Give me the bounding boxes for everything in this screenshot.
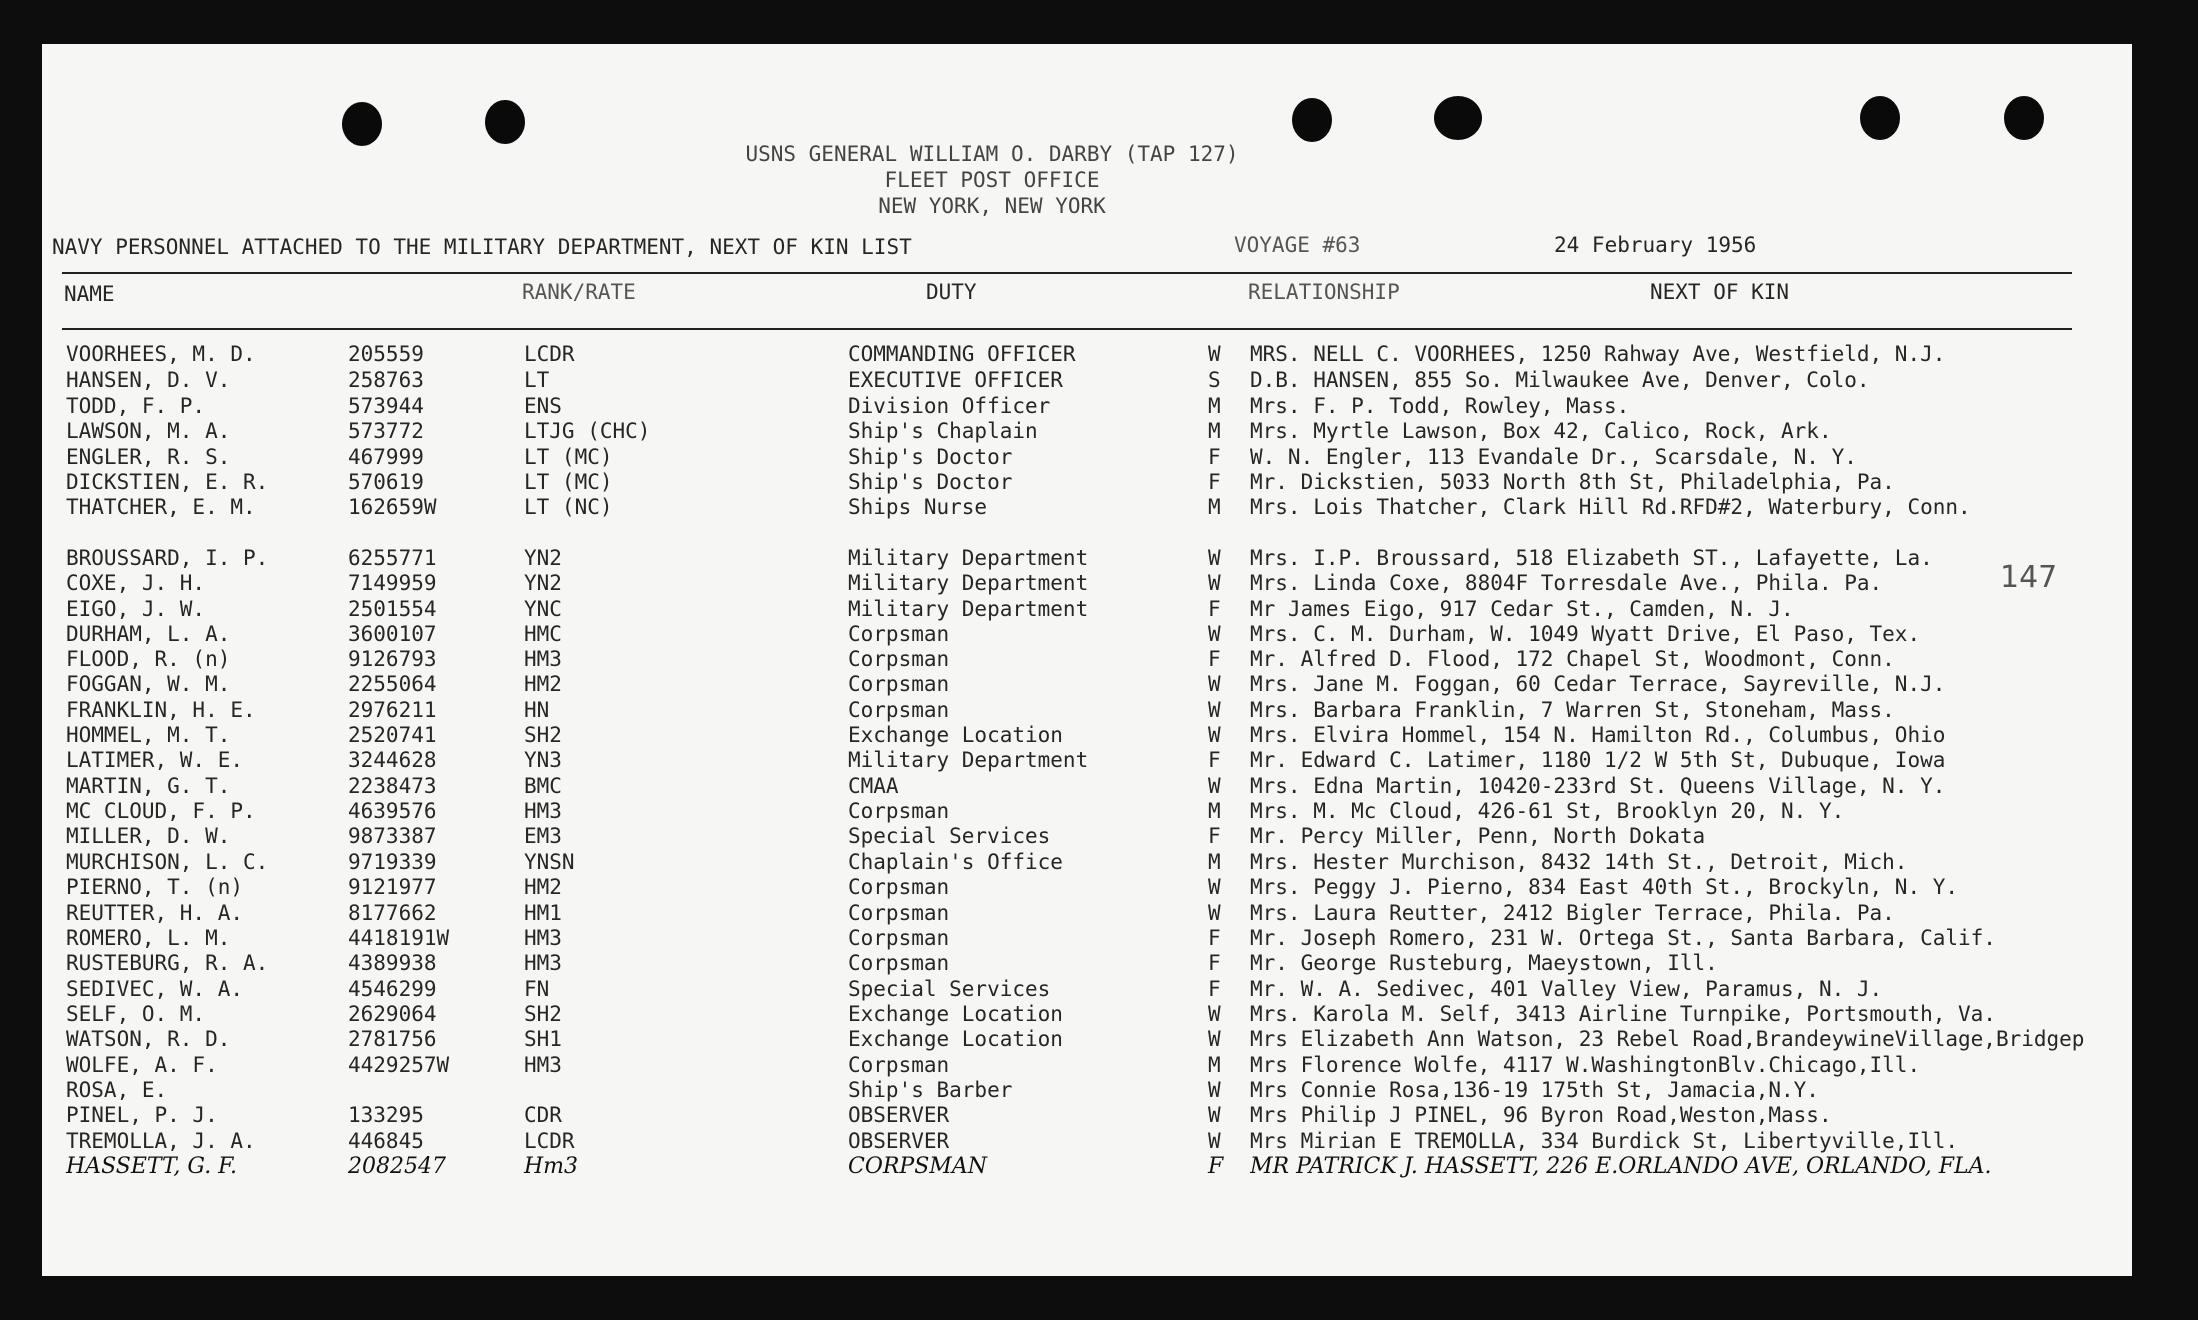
cell-duty: Ship's Doctor — [848, 470, 1013, 494]
cell-name: FLOOD, R. (n) — [66, 647, 231, 671]
cell-next-of-kin: MR PATRICK J. HASSETT, 226 E.ORLANDO AVE, ORLANDO, FLA. — [1250, 1154, 1992, 1179]
cell-relationship: F — [1208, 926, 1221, 950]
cell-service-number: 7149959 — [348, 571, 437, 595]
cell-name: MC CLOUD, F. P. — [66, 799, 256, 823]
cell-duty: Corpsman — [848, 951, 950, 975]
cell-next-of-kin: Mrs. Hester Murchison, 8432 14th St., Detroit, Mich. — [1250, 850, 1908, 874]
cell-rank: SH1 — [524, 1027, 562, 1051]
cell-relationship: F — [1208, 824, 1221, 848]
cell-rank: CDR — [524, 1103, 562, 1127]
cell-service-number: 258763 — [348, 368, 424, 392]
cell-name: DURHAM, L. A. — [66, 622, 231, 646]
cell-duty: Exchange Location — [848, 723, 1063, 747]
cell-relationship: F — [1208, 597, 1221, 621]
table-row — [42, 799, 2132, 823]
table-row — [42, 597, 2132, 621]
cell-duty: Exchange Location — [848, 1002, 1063, 1026]
cell-duty: Military Department — [848, 748, 1089, 772]
cell-name: THATCHER, E. M. — [66, 495, 256, 519]
cell-service-number: 2501554 — [348, 597, 437, 621]
cell-name: LAWSON, M. A. — [66, 419, 231, 443]
table-row — [42, 926, 2132, 950]
cell-name: FOGGAN, W. M. — [66, 672, 231, 696]
cell-relationship: W — [1208, 342, 1221, 366]
cell-duty: Chaplain's Office — [848, 850, 1063, 874]
cell-relationship: M — [1208, 495, 1221, 519]
cell-service-number: 162659W — [348, 495, 437, 519]
cell-rank: HM3 — [524, 647, 562, 671]
cell-rank: ENS — [524, 394, 562, 418]
cell-rank: HMC — [524, 622, 562, 646]
cell-next-of-kin: D.B. HANSEN, 855 So. Milwaukee Ave, Denver, Colo. — [1250, 368, 1870, 392]
cell-service-number: 2082547 — [348, 1154, 446, 1179]
handwritten-page-number: 147 — [2000, 560, 2058, 595]
cell-name: LATIMER, W. E. — [66, 748, 244, 772]
cell-next-of-kin: Mrs. Myrtle Lawson, Box 42, Calico, Rock, Ark. — [1250, 419, 1832, 443]
cell-next-of-kin: Mrs. Lois Thatcher, Clark Hill Rd.RFD#2, Waterbury, Conn. — [1250, 495, 1971, 519]
punch-hole — [2004, 96, 2044, 140]
cell-name: ROMERO, L. M. — [66, 926, 231, 950]
cell-service-number: 4546299 — [348, 977, 437, 1001]
cell-name: DICKSTIEN, E. R. — [66, 470, 269, 494]
cell-duty: Ships Nurse — [848, 495, 988, 519]
cell-duty: EXECUTIVE OFFICER — [848, 368, 1063, 392]
table-row — [42, 419, 2132, 443]
cell-next-of-kin: Mrs. I.P. Broussard, 518 Elizabeth ST., Lafayette, La. — [1250, 546, 1933, 570]
cell-duty: Ship's Barber — [848, 1078, 1013, 1102]
cell-rank: FN — [524, 977, 550, 1001]
cell-next-of-kin: Mrs. Edna Martin, 10420-233rd St. Queens Village, N. Y. — [1250, 774, 1946, 798]
table-row — [42, 571, 2132, 595]
city: NEW YORK, NEW YORK — [878, 194, 1106, 218]
cell-next-of-kin: Mr. Joseph Romero, 231 W. Ortega St., Santa Barbara, Calif. — [1250, 926, 1996, 950]
cell-duty: Corpsman — [848, 901, 950, 925]
cell-duty: Corpsman — [848, 622, 950, 646]
ship-name: USNS GENERAL WILLIAM O. DARBY (TAP 127) — [745, 142, 1239, 166]
table-row — [42, 850, 2132, 874]
cell-relationship: W — [1208, 571, 1221, 595]
cell-rank: YN2 — [524, 571, 562, 595]
cell-name: WOLFE, A. F. — [66, 1053, 218, 1077]
cell-name: HOMMEL, M. T. — [66, 723, 231, 747]
cell-name: MILLER, D. W. — [66, 824, 231, 848]
cell-rank: YN2 — [524, 546, 562, 570]
cell-name: ENGLER, R. S. — [66, 445, 231, 469]
cell-service-number: 9121977 — [348, 875, 437, 899]
cell-rank: LT (NC) — [524, 495, 613, 519]
cell-next-of-kin: Mr. Alfred D. Flood, 172 Chapel St, Woodmont, Conn. — [1250, 647, 1895, 671]
cell-duty: Special Services — [848, 824, 1051, 848]
cell-service-number: 2781756 — [348, 1027, 437, 1051]
cell-rank: HM1 — [524, 901, 562, 925]
table-row — [42, 723, 2132, 747]
table-row — [42, 445, 2132, 469]
cell-relationship: F — [1208, 647, 1221, 671]
cell-relationship: F — [1208, 977, 1221, 1001]
punch-hole — [342, 102, 382, 146]
cell-rank: BMC — [524, 774, 562, 798]
cell-rank: HM2 — [524, 672, 562, 696]
cell-next-of-kin: Mrs. Laura Reutter, 2412 Bigler Terrace, Phila. Pa. — [1250, 901, 1895, 925]
cell-relationship: W — [1208, 875, 1221, 899]
table-row — [42, 901, 2132, 925]
cell-next-of-kin: Mr. Edward C. Latimer, 1180 1/2 W 5th St, Dubuque, Iowa — [1250, 748, 1946, 772]
cell-next-of-kin: Mrs Florence Wolfe, 4117 W.WashingtonBlv.Chicago,Ill. — [1250, 1053, 1921, 1077]
cell-service-number: 573944 — [348, 394, 424, 418]
cell-next-of-kin: Mrs Mirian E TREMOLLA, 334 Burdick St, Libertyville,Ill. — [1250, 1129, 1959, 1153]
cell-rank: LT (MC) — [524, 470, 613, 494]
cell-rank: YNSN — [524, 850, 575, 874]
table-row — [42, 824, 2132, 848]
cell-next-of-kin: Mrs. C. M. Durham, W. 1049 Wyatt Drive, El Paso, Tex. — [1250, 622, 1921, 646]
cell-name: RUSTEBURG, R. A. — [66, 951, 269, 975]
cell-duty: OBSERVER — [848, 1129, 950, 1153]
cell-next-of-kin: Mrs Connie Rosa,136-19 175th St, Jamacia,N.Y. — [1250, 1078, 1819, 1102]
list-title: NAVY PERSONNEL ATTACHED TO THE MILITARY DEPARTMENT, NEXT OF KIN LIST — [52, 235, 912, 259]
cell-service-number: 570619 — [348, 470, 424, 494]
cell-rank: HM3 — [524, 799, 562, 823]
cell-name: PINEL, P. J. — [66, 1103, 218, 1127]
cell-relationship: F — [1208, 1154, 1224, 1179]
cell-duty: Military Department — [848, 597, 1089, 621]
post-office: FLEET POST OFFICE — [884, 168, 1100, 192]
cell-rank: LCDR — [524, 342, 575, 366]
table-row — [42, 394, 2132, 418]
cell-next-of-kin: W. N. Engler, 113 Evandale Dr., Scarsdale, N. Y. — [1250, 445, 1857, 469]
cell-next-of-kin: Mrs. Barbara Franklin, 7 Warren St, Stoneham, Mass. — [1250, 698, 1895, 722]
cell-relationship: W — [1208, 1002, 1221, 1026]
cell-rank: HM2 — [524, 875, 562, 899]
cell-duty: Corpsman — [848, 799, 950, 823]
column-header-rank: RANK/RATE — [522, 280, 636, 304]
cell-relationship: F — [1208, 470, 1221, 494]
cell-name: MARTIN, G. T. — [66, 774, 231, 798]
cell-name: WATSON, R. D. — [66, 1027, 231, 1051]
cell-service-number: 446845 — [348, 1129, 424, 1153]
cell-duty: Exchange Location — [848, 1027, 1063, 1051]
cell-service-number: 2255064 — [348, 672, 437, 696]
table-row — [42, 622, 2132, 646]
cell-duty: COMMANDING OFFICER — [848, 342, 1076, 366]
table-row — [42, 1154, 2132, 1178]
cell-duty: Corpsman — [848, 875, 950, 899]
cell-rank: Hm3 — [524, 1154, 579, 1179]
table-row — [42, 470, 2132, 494]
table-row — [42, 1078, 2132, 1102]
cell-relationship: W — [1208, 622, 1221, 646]
cell-duty: CMAA — [848, 774, 899, 798]
cell-name: TODD, F. P. — [66, 394, 206, 418]
cell-relationship: W — [1208, 774, 1221, 798]
cell-name: HANSEN, D. V. — [66, 368, 231, 392]
cell-name: SELF, O. M. — [66, 1002, 206, 1026]
cell-name: PIERNO, T. (n) — [66, 875, 244, 899]
table-row — [42, 1129, 2132, 1153]
cell-service-number: 573772 — [348, 419, 424, 443]
cell-next-of-kin: Mrs. Karola M. Self, 3413 Airline Turnpike, Portsmouth, Va. — [1250, 1002, 1996, 1026]
cell-relationship: W — [1208, 672, 1221, 696]
cell-duty: CORPSMAN — [848, 1154, 987, 1179]
cell-relationship: W — [1208, 698, 1221, 722]
cell-name: BROUSSARD, I. P. — [66, 546, 269, 570]
list-date: 24 February 1956 — [1554, 233, 1757, 257]
table-row — [42, 698, 2132, 722]
cell-relationship: W — [1208, 1078, 1221, 1102]
cell-service-number: 4639576 — [348, 799, 437, 823]
cell-relationship: M — [1208, 850, 1221, 874]
cell-relationship: F — [1208, 445, 1221, 469]
cell-name: ROSA, E. — [66, 1078, 168, 1102]
cell-rank: LCDR — [524, 1129, 575, 1153]
cell-service-number: 6255771 — [348, 546, 437, 570]
table-row — [42, 368, 2132, 392]
cell-duty: Corpsman — [848, 926, 950, 950]
table-row — [42, 1103, 2132, 1127]
cell-relationship: W — [1208, 546, 1221, 570]
cell-rank: EM3 — [524, 824, 562, 848]
cell-duty: OBSERVER — [848, 1103, 950, 1127]
cell-rank: SH2 — [524, 1002, 562, 1026]
table-row — [42, 875, 2132, 899]
cell-next-of-kin: Mr. W. A. Sedivec, 401 Valley View, Paramus, N. J. — [1250, 977, 1883, 1001]
cell-relationship: W — [1208, 1103, 1221, 1127]
cell-next-of-kin: Mr. Dickstien, 5033 North 8th St, Philadelphia, Pa. — [1250, 470, 1895, 494]
cell-next-of-kin: Mrs. Elvira Hommel, 154 N. Hamilton Rd., Columbus, Ohio — [1250, 723, 1946, 747]
cell-name: VOORHEES, M. D. — [66, 342, 256, 366]
cell-next-of-kin: Mrs Philip J PINEL, 96 Byron Road,Weston,Mass. — [1250, 1103, 1832, 1127]
cell-relationship: S — [1208, 368, 1221, 392]
punch-hole — [1860, 96, 1900, 140]
cell-service-number: 9126793 — [348, 647, 437, 671]
cell-name: REUTTER, H. A. — [66, 901, 244, 925]
cell-rank: HM3 — [524, 951, 562, 975]
cell-service-number: 2629064 — [348, 1002, 437, 1026]
table-row — [42, 342, 2132, 366]
table-row — [42, 951, 2132, 975]
voyage-number: VOYAGE #63 — [1234, 233, 1361, 257]
cell-duty: Corpsman — [848, 672, 950, 696]
cell-rank: HM3 — [524, 926, 562, 950]
cell-duty: Corpsman — [848, 647, 950, 671]
cell-rank: SH2 — [524, 723, 562, 747]
table-row — [42, 1002, 2132, 1026]
cell-duty: Division Officer — [848, 394, 1051, 418]
cell-service-number: 8177662 — [348, 901, 437, 925]
cell-relationship: M — [1208, 799, 1221, 823]
cell-duty: Corpsman — [848, 1053, 950, 1077]
cell-name: EIGO, J. W. — [66, 597, 206, 621]
table-row — [42, 495, 2132, 519]
cell-service-number: 3600107 — [348, 622, 437, 646]
cell-service-number: 9719339 — [348, 850, 437, 874]
cell-next-of-kin: Mrs Elizabeth Ann Watson, 23 Rebel Road,BrandeywineVillage,Bridgep — [1250, 1027, 2085, 1051]
cell-next-of-kin: Mrs. F. P. Todd, Rowley, Mass. — [1250, 394, 1630, 418]
punch-hole — [1292, 98, 1332, 142]
cell-service-number: 4418191W — [348, 926, 450, 950]
divider — [62, 272, 2072, 274]
cell-relationship: W — [1208, 1027, 1221, 1051]
table-row — [42, 774, 2132, 798]
divider — [62, 328, 2072, 330]
table-row — [42, 647, 2132, 671]
cell-relationship: M — [1208, 1053, 1221, 1077]
cell-name: TREMOLLA, J. A. — [66, 1129, 256, 1153]
cell-service-number: 4429257W — [348, 1053, 450, 1077]
cell-service-number: 2976211 — [348, 698, 437, 722]
table-row — [42, 672, 2132, 696]
document-page — [42, 44, 2132, 1276]
cell-next-of-kin: Mrs. Jane M. Foggan, 60 Cedar Terrace, Sayreville, N.J. — [1250, 672, 1946, 696]
cell-service-number: 2520741 — [348, 723, 437, 747]
cell-duty: Corpsman — [848, 698, 950, 722]
column-header-next-of-kin: NEXT OF KIN — [1650, 280, 1790, 304]
cell-service-number: 3244628 — [348, 748, 437, 772]
cell-next-of-kin: MRS. NELL C. VOORHEES, 1250 Rahway Ave, Westfield, N.J. — [1250, 342, 1946, 366]
punch-hole — [1434, 96, 1482, 140]
cell-service-number: 133295 — [348, 1103, 424, 1127]
cell-next-of-kin: Mr. Percy Miller, Penn, North Dokata — [1250, 824, 1706, 848]
cell-next-of-kin: Mr. George Rusteburg, Maeystown, Ill. — [1250, 951, 1718, 975]
cell-name: COXE, J. H. — [66, 571, 206, 595]
column-header-name: NAME — [64, 282, 115, 306]
column-header-relationship: RELATIONSHIP — [1248, 280, 1400, 304]
table-row — [42, 546, 2132, 570]
cell-rank: LT (MC) — [524, 445, 613, 469]
cell-rank: YNC — [524, 597, 562, 621]
cell-relationship: F — [1208, 748, 1221, 772]
cell-name: SEDIVEC, W. A. — [66, 977, 244, 1001]
cell-next-of-kin: Mrs. M. Mc Cloud, 426-61 St, Brooklyn 20, N. Y. — [1250, 799, 1845, 823]
cell-relationship: W — [1208, 723, 1221, 747]
punch-hole — [485, 100, 525, 144]
cell-rank: LTJG (CHC) — [524, 419, 651, 443]
cell-next-of-kin: Mr James Eigo, 917 Cedar St., Camden, N. J. — [1250, 597, 1794, 621]
column-header-duty: DUTY — [926, 280, 977, 304]
table-row — [42, 977, 2132, 1001]
cell-service-number: 4389938 — [348, 951, 437, 975]
table-row — [42, 1027, 2132, 1051]
cell-service-number: 2238473 — [348, 774, 437, 798]
table-row — [42, 748, 2132, 772]
cell-next-of-kin: Mrs. Peggy J. Pierno, 834 East 40th St., Brockyln, N. Y. — [1250, 875, 1959, 899]
table-row — [42, 1053, 2132, 1077]
cell-duty: Ship's Chaplain — [848, 419, 1038, 443]
cell-next-of-kin: Mrs. Linda Coxe, 8804F Torresdale Ave., Phila. Pa. — [1250, 571, 1883, 595]
cell-duty: Military Department — [848, 546, 1089, 570]
cell-rank: LT — [524, 368, 550, 392]
cell-rank: YN3 — [524, 748, 562, 772]
cell-service-number: 467999 — [348, 445, 424, 469]
cell-relationship: W — [1208, 1129, 1221, 1153]
cell-relationship: W — [1208, 901, 1221, 925]
cell-service-number: 205559 — [348, 342, 424, 366]
cell-duty: Special Services — [848, 977, 1051, 1001]
cell-name: FRANKLIN, H. E. — [66, 698, 256, 722]
cell-name: HASSETT, G. F. — [66, 1154, 238, 1179]
cell-name: MURCHISON, L. C. — [66, 850, 269, 874]
cell-duty: Military Department — [848, 571, 1089, 595]
cell-duty: Ship's Doctor — [848, 445, 1013, 469]
cell-service-number: 9873387 — [348, 824, 437, 848]
cell-rank: HM3 — [524, 1053, 562, 1077]
cell-relationship: M — [1208, 394, 1221, 418]
cell-rank: HN — [524, 698, 550, 722]
cell-relationship: F — [1208, 951, 1221, 975]
cell-relationship: M — [1208, 419, 1221, 443]
